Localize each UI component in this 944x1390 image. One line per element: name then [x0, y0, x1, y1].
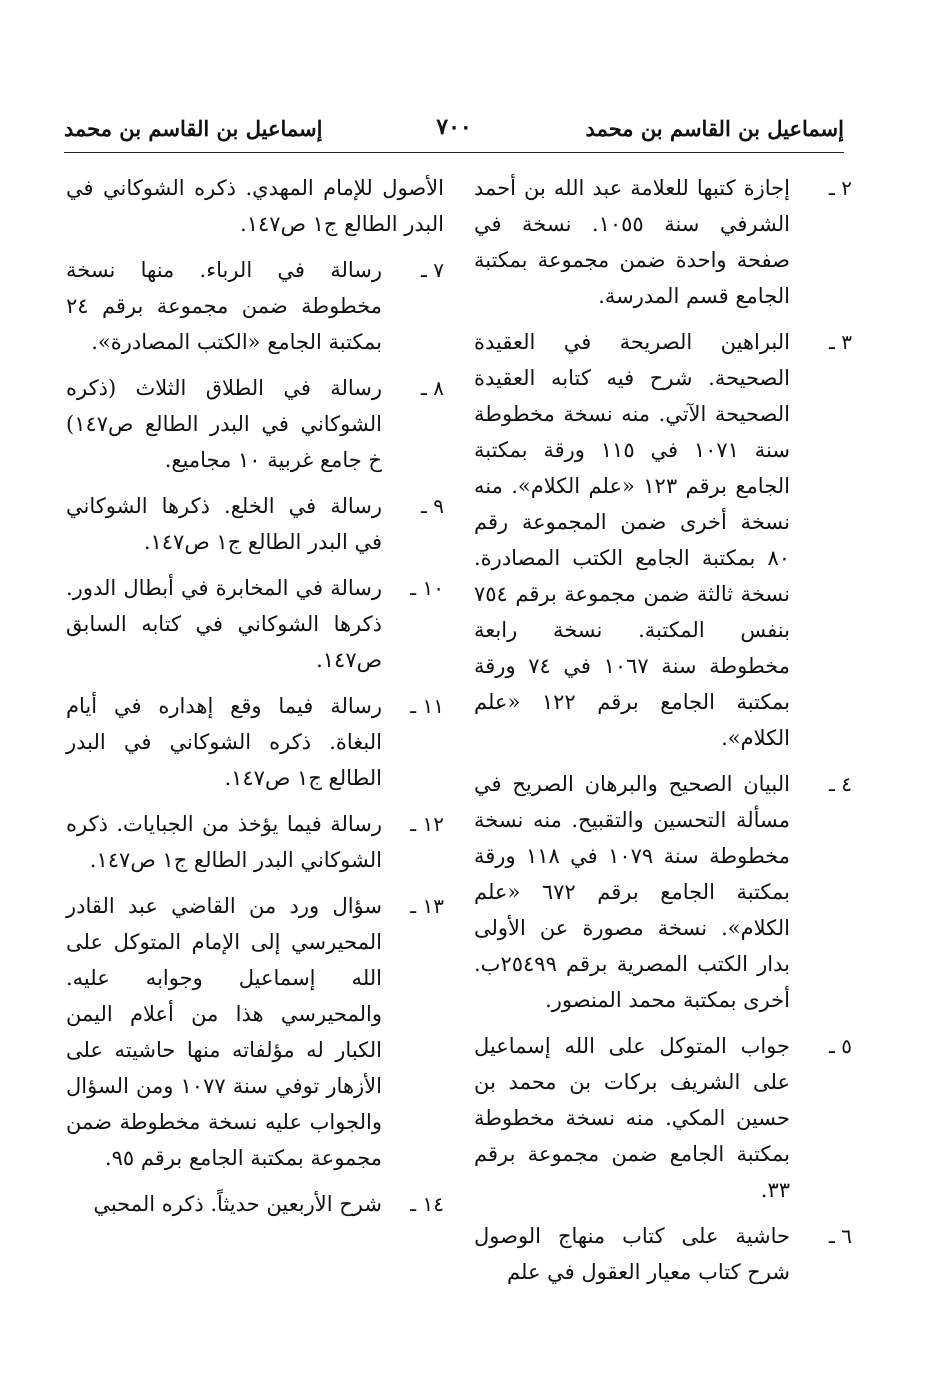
item-text: سؤال ورد من القاضي عبد القادر المحيرسي إلى الإمام المتوكل على الله إسماعيل وجوابه عليه. والمحيرسي هذا من أعلام اليمن الكبار له مؤلفاته منها حاشيته على الأزهار توفي سنة ١٠٧٧ ومن السؤال والجواب عليه نسخة مخطوطة ضمن مجموعة بمكتبة الجامع برقم ٩٥. [66, 894, 382, 1170]
page-number: ٧٠٠ [436, 114, 472, 140]
right-column [474, 170, 852, 1300]
item-number: ٦ ـ [829, 1224, 852, 1248]
list-item [474, 766, 852, 1018]
item-text: إجازة كتبها للعلامة عبد الله بن أحمد الشرفي سنة ١٠٥٥. نسخة في صفحة واحدة ضمن مجموعة بمكتبة الجامع قسم المدرسة. [474, 176, 790, 308]
list-item [66, 688, 444, 796]
running-head-left: إسماعيل بن القاسم بن محمد [64, 116, 323, 141]
item-text: شرح الأربعين حديثاً. ذكره المحبي [93, 1192, 382, 1216]
item-number: ١٠ ـ [410, 576, 444, 600]
running-head-right: إسماعيل بن القاسم بن محمد [585, 116, 844, 141]
left-column [66, 170, 444, 1232]
item-text: رسالة في الخلع. ذكرها الشوكاني في البدر الطالع ج١ ص١٤٧. [66, 494, 382, 554]
item-number: ١٤ ـ [410, 1192, 444, 1216]
item-text: رسالة في المخابرة في أبطال الدور. ذكرها الشوكاني في كتابه السابق ص١٤٧. [66, 576, 382, 672]
item-number: ١٢ ـ [410, 812, 444, 836]
item-text: البراهين الصريحة في العقيدة الصحيحة. شرح فيه كتابه العقيدة الصحيحة الآتي. منه نسخة مخطوطة سنة ١٠٧١ في ١١٥ ورقة بمكتبة الجامع برقم ١٢٣ «علم الكلام». منه نسخة أخرى ضمن المجموعة رقم ٨٠ بمكتبة الجامع الكتب المصادرة. نسخة ثالثة ضمن مجموعة برقم ٧٥٤ بنفس المكتبة. نسخة رابعة مخطوطة سنة ١٠٦٧ في ٧٤ ورقة بمكتبة الجامع برقم ١٢٢ «علم الكلام». [474, 330, 790, 750]
item-text: رسالة فيما وقع إهداره في أيام البغاة. ذكره الشوكاني في البدر الطالع ج١ ص١٤٧. [66, 694, 382, 790]
item-text: البيان الصحيح والبرهان الصريح في مسألة التحسين والتقبيح. منه نسخة مخطوطة سنة ١٠٧٩ في ١١٨ ورقة بمكتبة الجامع برقم ٦٧٢ «علم الكلام». نسخة مصورة عن الأولى بدار الكتب المصرية برقم ٢٥٤٩٩ب. أخرى بمكتبة محمد المنصور. [474, 772, 790, 1012]
item-number: ٢ ـ [829, 176, 852, 200]
list-item [66, 806, 444, 878]
list-item [66, 888, 444, 1176]
item-text: رسالة في الرباء. منها نسخة مخطوطة ضمن مجموعة برقم ٢٤ بمكتبة الجامع «الكتب المصادرة». [66, 258, 382, 354]
list-item [66, 570, 444, 678]
item-number: ٨ ـ [421, 376, 444, 400]
list-item [66, 488, 444, 560]
page-header [64, 108, 844, 148]
item-number: ١١ ـ [410, 694, 444, 718]
continued-text: الأصول للإمام المهدي. ذكره الشوكاني في البدر الطالع ج١ ص١٤٧. [66, 176, 444, 236]
list-item [66, 1186, 444, 1222]
list-item [66, 370, 444, 478]
item-text: رسالة في الطلاق الثلاث (ذكره الشوكاني في البدر الطالع ص١٤٧) خ جامع غربية ١٠ مجاميع. [66, 376, 382, 472]
item-number: ٧ ـ [421, 258, 444, 282]
item-number: ٩ ـ [421, 494, 444, 518]
item-number: ١٣ ـ [410, 894, 444, 918]
item-text: رسالة فيما يؤخذ من الجبايات. ذكره الشوكاني البدر الطالع ج١ ص١٤٧. [66, 812, 382, 872]
list-item [474, 170, 852, 314]
list-item [474, 324, 852, 756]
item-number: ٥ ـ [829, 1034, 852, 1058]
item-text: جواب المتوكل على الله إسماعيل على الشريف بركات بن محمد بن حسين المكي. منه نسخة مخطوطة بمكتبة الجامع ضمن مجموعة برقم ٣٣. [474, 1034, 790, 1202]
item-number: ٤ ـ [829, 772, 852, 796]
item-text: حاشية على كتاب منهاج الوصول شرح كتاب معيار العقول في علم [474, 1224, 790, 1284]
list-item [66, 252, 444, 360]
header-rule [64, 152, 844, 153]
item-number: ٣ ـ [829, 330, 852, 354]
list-item [474, 1028, 852, 1208]
list-item [474, 1218, 852, 1290]
